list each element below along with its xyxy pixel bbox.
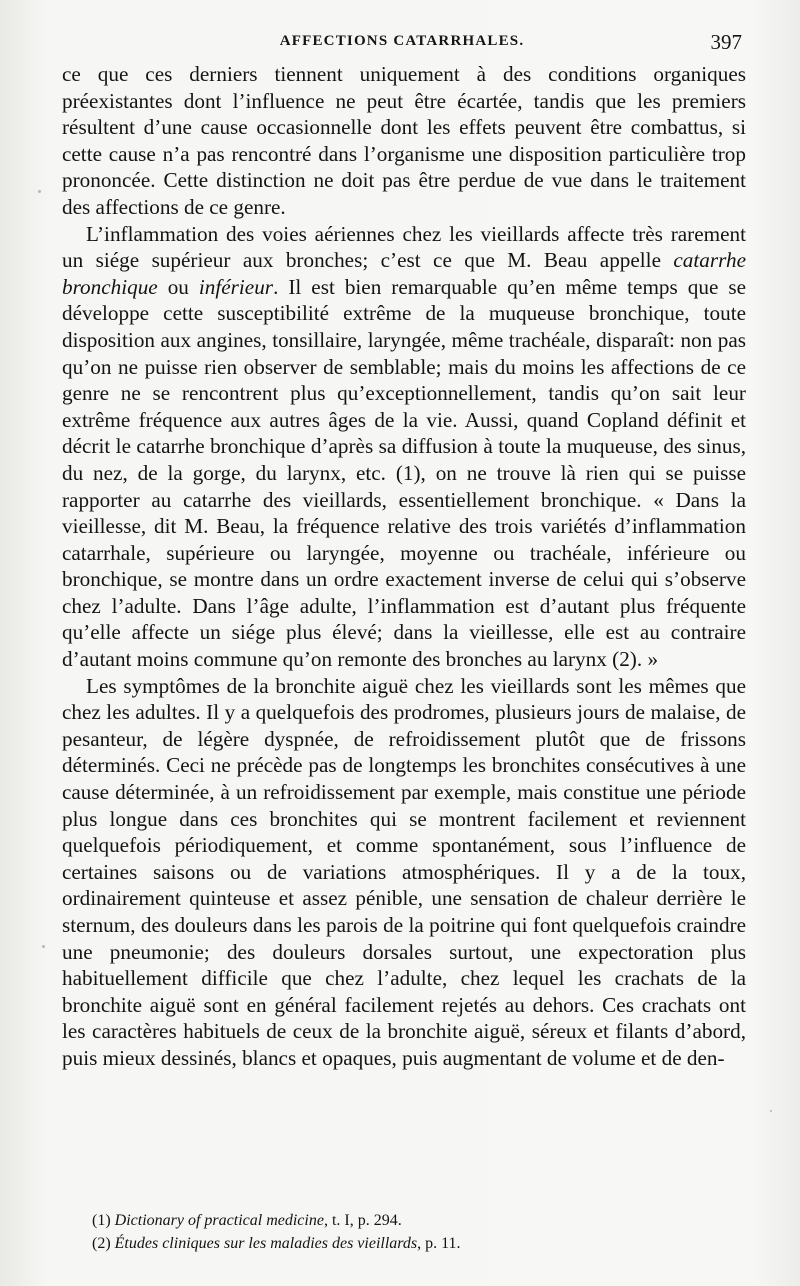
italic-term: catarrhe bronchique xyxy=(62,248,746,299)
page-number: 397 xyxy=(710,30,742,54)
print-speck xyxy=(38,190,41,193)
paragraph-text: . Il est bien remarquable qu’en même temps que se développe cette susceptibilité extrême de la muqueuse bronchique, toute disposition aux angines, tonsillaire, laryngée, même trachéale, disparaît: non pas qu’on ne puisse rien observer de semblable; mais du moins les affections de ce genre ne se rencontrent plus qu’exceptionnellement, tandis qu’on sait leur extrême fréquence aux autres âges de la vie. Aussi, quand Copland définit et décrit le catarrhe bronchique d’après sa diffusion à toute la muqueuse, des sinus, du nez, de la gorge, du larynx, etc. (1), on ne trouve là rien qui se puisse rapporter au catarrhe des vieillards, essentiellement bronchique. « Dans la vieillesse, dit M. Beau, la fréquence relative des trois variétés d’inflammation catarrhale, supérieure ou laryngée, moyenne ou trachéale, inférieure ou bronchique, se montre dans un ordre exactement inverse de celui qui s’observe chez l’adulte. Dans l’âge adulte, l’inflammation est d’autant plus fréquente qu’elle affecte un siége plus élevé; dans la vieillesse, elle est au contraire d’autant moins commune qu’on remonte des bronches au larynx (2). » xyxy=(62,274,747,672)
footnote-title: Dictionary of practical medicine xyxy=(114,1212,324,1229)
footnote-marker: (1) xyxy=(92,1212,115,1229)
footnote-2 xyxy=(92,1232,732,1255)
footnote-1 xyxy=(92,1209,732,1232)
footnote-marker: (2) xyxy=(92,1235,115,1252)
footnote-reference: , t. I, p. 294. xyxy=(323,1212,402,1229)
print-speck xyxy=(42,945,45,948)
running-head: AFFECTIONS CATARRHALES. xyxy=(279,33,525,49)
paragraph-inflammation xyxy=(62,221,746,673)
footnotes xyxy=(92,1209,732,1255)
paragraph-text: ce que ces derniers tiennent uniquement à des conditions organiques préexistantes dont l’influence ne peut être écartée, tandis que les premiers résultent d’une cause occasionnelle dont les effets peuvent être combattus, si cette cause n’a pas rencontré dans l’organisme une disposition particulière trop prononcée. Cette distinction ne doit pas être perdue de vue dans le traitement des affections de ce genre. xyxy=(62,62,746,219)
paragraph-text: Les symptômes de la bronchite aiguë chez les vieillards sont les mêmes que chez les adultes. Il y a quelquefois des prodromes, plusieurs jours de malaise, de pesanteur, de légère dyspnée, de refroidissement plutôt que de frissons déterminés. Ceci ne précède pas de longtemps les bronchites consécutives à une cause déterminée, à un refroidissement par exemple, mais constitue une période plus longue dans ces bronchites qui se montrent facilement et reviennent quelquefois périodiquement, et comme spontanément, sous l’influence de certaines saisons ou de variations atmosphériques. Il y a de la toux, ordinairement quinteuse et assez pénible, une sensation de chaleur derrière le sternum, des douleurs dans les parois de la poitrine qui font quelquefois craindre une pneumonie; des douleurs dorsales surtout, une expectoration plus habituellement difficile que chez l’adulte, chez lequel les crachats de la bronchite aiguë sont en général facilement rejetés au dehors. Ces crachats ont les caractères habituels de ceux de la bronchite aiguë, séreux et filants d’abord, puis mieux dessinés, blancs et opaques, puis augmentant de volume et de den- xyxy=(62,673,746,1070)
paragraph-text: L’inflammation des voies aériennes chez les vieillards affecte très rarement un siége supérieur aux bronches; c’est ce que M. Beau appelle xyxy=(62,221,746,273)
italic-term: inférieur xyxy=(198,274,274,299)
paragraph-text: ou xyxy=(157,274,199,299)
page-header xyxy=(62,30,742,58)
print-speck xyxy=(770,1110,772,1112)
paragraph-symptoms xyxy=(62,673,746,1072)
footnote-title: Études cliniques sur les maladies des vieillards xyxy=(114,1235,418,1252)
body-text xyxy=(62,61,746,1072)
footnote-reference: , p. 11. xyxy=(417,1235,461,1252)
paragraph-continuation xyxy=(62,61,746,221)
